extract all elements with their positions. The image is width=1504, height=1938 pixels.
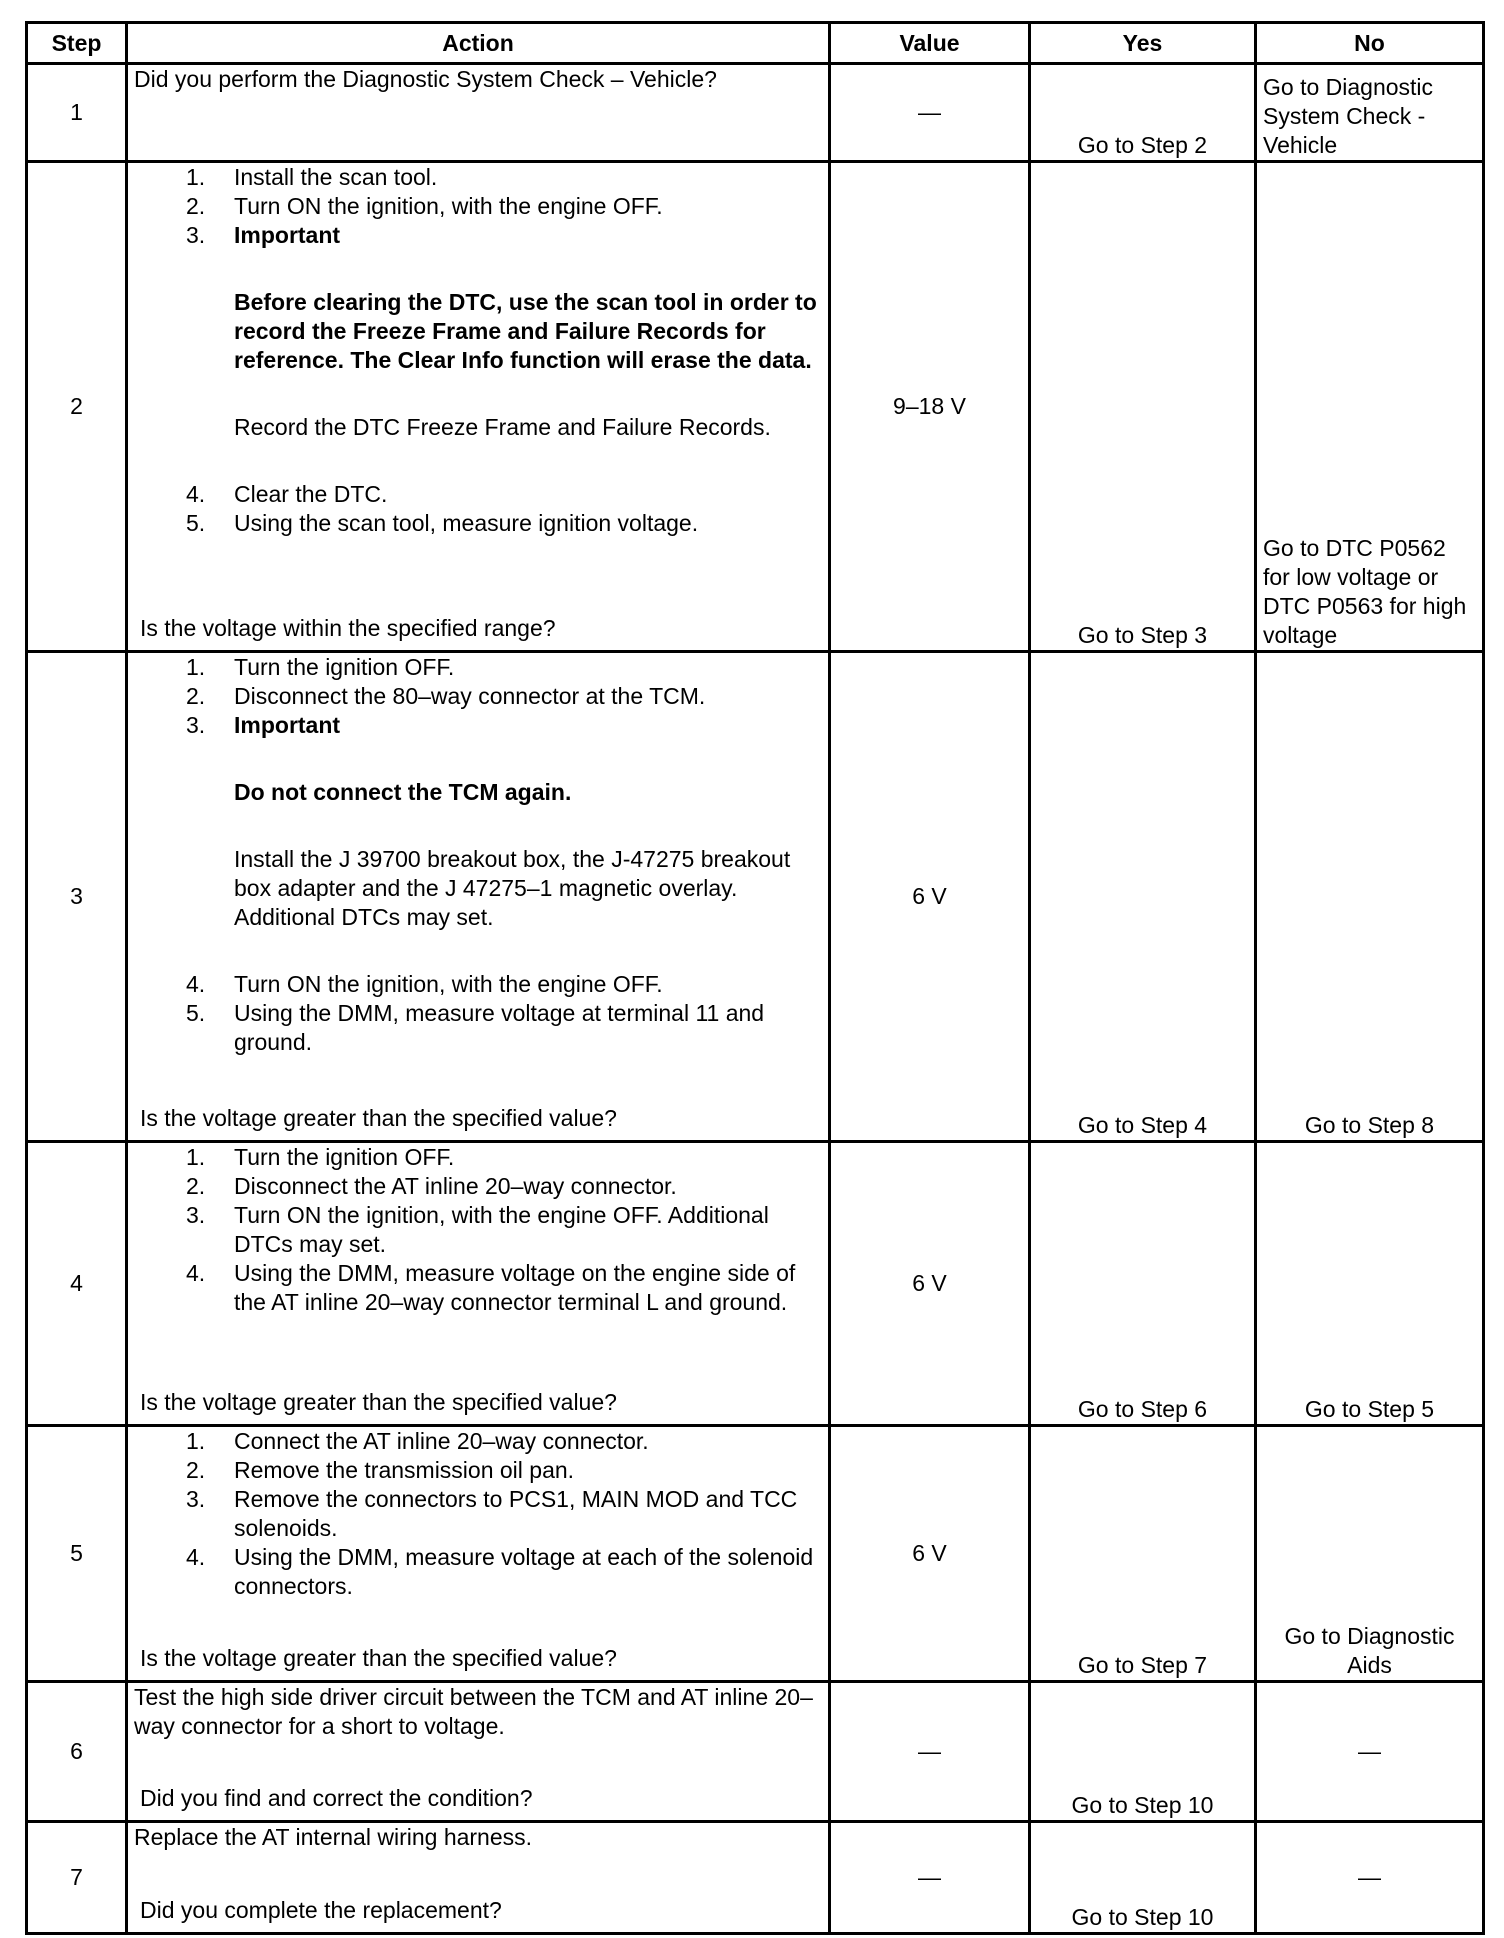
list-item: 2. Remove the transmission oil pan. (186, 1457, 575, 1483)
step-number: 7 (27, 1822, 127, 1934)
diagnostic-table (25, 21, 1485, 1935)
table-row-step-7 (27, 1822, 1484, 1934)
action-steps (134, 480, 822, 538)
action-cell (127, 1426, 830, 1682)
action-cell (127, 64, 830, 162)
value-cell: — (830, 64, 1030, 162)
step-number: 5 (27, 1426, 127, 1682)
table-row-step-5 (27, 1426, 1484, 1682)
question-text: Did you complete the replacement? (140, 1897, 502, 1923)
list-item: 1. Connect the AT inline 20–way connector. (186, 1428, 649, 1454)
header-yes: Yes (1030, 23, 1256, 64)
important-label: Important (234, 712, 341, 738)
value-cell: 9–18 V (830, 162, 1030, 652)
step-number: 2 (27, 162, 127, 652)
step-number: 4 (27, 1142, 127, 1426)
value-cell: — (830, 1682, 1030, 1822)
instruction-note: Record the DTC Freeze Frame and Failure Records. (234, 414, 771, 440)
action-steps (134, 653, 822, 740)
yes-cell: Go to Step 4 (1030, 652, 1256, 1142)
no-cell: Go to Diagnostic System Check - Vehicle (1256, 64, 1484, 162)
no-cell: Go to DTC P0562 for low voltage or DTC P0563 for high voltage (1256, 162, 1484, 652)
diagnostic-page (25, 21, 1482, 1935)
header-action: Action (127, 23, 830, 64)
list-item: 3. Remove the connectors to PCS1, MAIN MOD and TCC solenoids. (186, 1486, 798, 1541)
question-text: Is the voltage within the specified range? (140, 615, 556, 641)
list-item: 1. Install the scan tool. (186, 164, 438, 190)
action-steps (134, 163, 822, 250)
list-item: 3. Important (186, 222, 341, 248)
table-row-step-3 (27, 652, 1484, 1142)
action-cell (127, 1822, 830, 1934)
list-item: 4. Turn ON the ignition, with the engine OFF. (186, 971, 663, 997)
action-text: Did you perform the Diagnostic System Check – Vehicle? (134, 66, 717, 92)
step-number: 1 (27, 64, 127, 162)
no-cell: Go to Step 5 (1256, 1142, 1484, 1426)
yes-cell: Go to Step 10 (1030, 1822, 1256, 1934)
list-item: 2. Disconnect the AT inline 20–way connector. (186, 1173, 677, 1199)
action-cell (127, 652, 830, 1142)
table-row-step-1 (27, 64, 1484, 162)
header-value: Value (830, 23, 1030, 64)
action-steps (134, 970, 822, 1057)
action-cell (127, 162, 830, 652)
table-row-step-2 (27, 162, 1484, 652)
list-item: 4. Using the DMM, measure voltage on the engine side of the AT inline 20–way connector terminal L and ground. (186, 1260, 796, 1315)
list-item: 2. Turn ON the ignition, with the engine OFF. (186, 193, 663, 219)
question-text: Is the voltage greater than the specified value? (140, 1105, 617, 1131)
important-note: Before clearing the DTC, use the scan tool in order to record the Freeze Frame and Failure Records for reference. The Clear Info function will erase the data. (234, 289, 817, 373)
list-item: 5. Using the DMM, measure voltage at terminal 11 and ground. (186, 1000, 765, 1055)
action-steps (134, 1143, 822, 1317)
step-number: 3 (27, 652, 127, 1142)
yes-cell: Go to Step 10 (1030, 1682, 1256, 1822)
value-cell: — (830, 1822, 1030, 1934)
table-row-step-4 (27, 1142, 1484, 1426)
list-item: 3. Turn ON the ignition, with the engine OFF. Additional DTCs may set. (186, 1202, 769, 1257)
list-item: 5. Using the scan tool, measure ignition voltage. (186, 510, 699, 536)
yes-cell: Go to Step 7 (1030, 1426, 1256, 1682)
list-item: 4. Using the DMM, measure voltage at each of the solenoid connectors. (186, 1544, 814, 1599)
value-cell: 6 V (830, 1142, 1030, 1426)
list-item: 4. Clear the DTC. (186, 481, 388, 507)
no-cell: — (1256, 1682, 1484, 1822)
important-label: Important (234, 222, 341, 248)
list-item: 1. Turn the ignition OFF. (186, 1144, 455, 1170)
yes-cell: Go to Step 6 (1030, 1142, 1256, 1426)
list-item: 2. Disconnect the 80–way connector at the TCM. (186, 683, 706, 709)
action-steps (134, 1427, 822, 1601)
instruction-note: Install the J 39700 breakout box, the J-47275 breakout box adapter and the J 47275–1 magnetic overlay. Additional DTCs may set. (234, 846, 791, 930)
important-note: Do not connect the TCM again. (234, 779, 572, 805)
no-cell: — (1256, 1822, 1484, 1934)
step-number: 6 (27, 1682, 127, 1822)
question-text: Did you find and correct the condition? (140, 1785, 533, 1811)
action-text: Test the high side driver circuit between the TCM and AT inline 20–way connector for a short to voltage. (134, 1684, 813, 1739)
header-row (27, 23, 1484, 64)
no-cell: Go to Diagnostic Aids (1256, 1426, 1484, 1682)
header-step: Step (27, 23, 127, 64)
list-item: 1. Turn the ignition OFF. (186, 654, 455, 680)
list-item: 3. Important (186, 712, 341, 738)
value-cell: 6 V (830, 652, 1030, 1142)
yes-cell: Go to Step 3 (1030, 162, 1256, 652)
header-no: No (1256, 23, 1484, 64)
question-text: Is the voltage greater than the specified value? (140, 1645, 617, 1671)
action-cell (127, 1682, 830, 1822)
action-cell (127, 1142, 830, 1426)
value-cell: 6 V (830, 1426, 1030, 1682)
question-text: Is the voltage greater than the specified value? (140, 1389, 617, 1415)
no-cell: Go to Step 8 (1256, 652, 1484, 1142)
yes-cell: Go to Step 2 (1030, 64, 1256, 162)
action-text: Replace the AT internal wiring harness. (134, 1824, 533, 1850)
table-row-step-6 (27, 1682, 1484, 1822)
